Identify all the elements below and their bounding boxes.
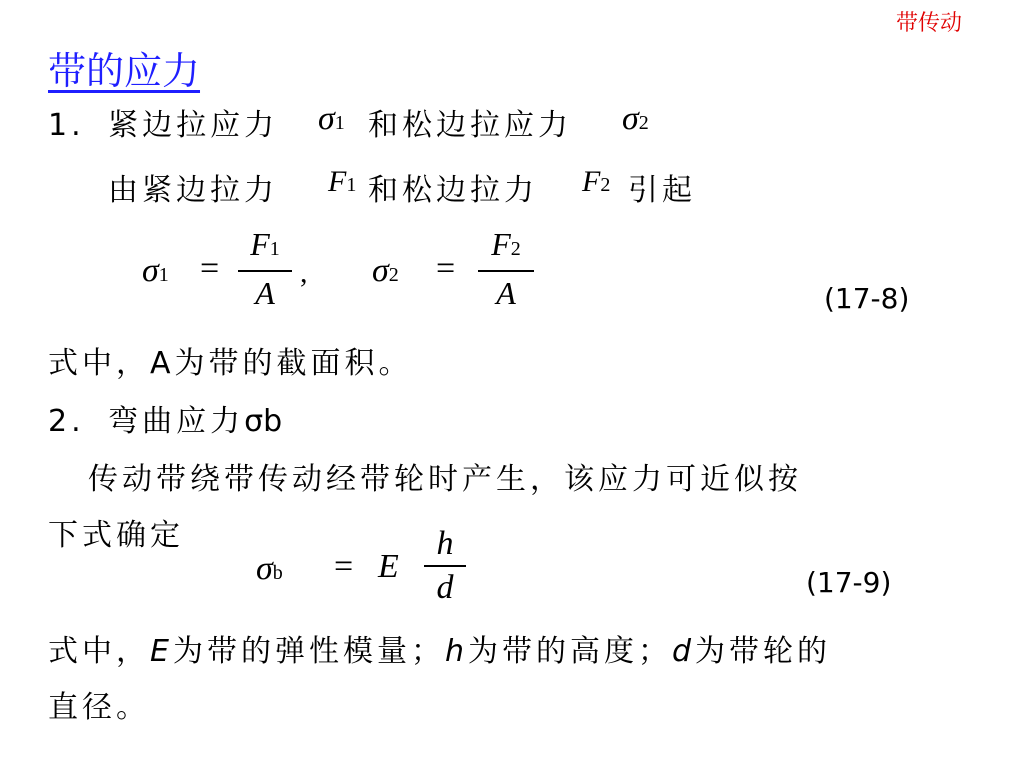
- para2-line1: 传动带绕带传动经带轮时产生，该应力可近似按: [88, 462, 802, 497]
- item2-number: 2.: [48, 404, 85, 439]
- para2-line2: 下式确定: [48, 518, 184, 553]
- note2-E-desc: 为带的弹性模量；: [172, 634, 445, 669]
- formula2-E: E: [378, 548, 399, 585]
- formula1-sigma2: σ2: [372, 252, 399, 289]
- formula2-fraction: h d: [424, 526, 466, 606]
- note2-h: h: [444, 634, 468, 669]
- note2-h-desc: 为带的高度；: [467, 634, 672, 669]
- formula1-fraction-b: F2 A: [478, 226, 534, 311]
- note2-line2: 直径。: [48, 690, 150, 725]
- note2-d-desc: 为带轮的: [695, 634, 832, 669]
- line2-text-b: 和松边拉力: [368, 173, 538, 208]
- note2-d: d: [671, 634, 696, 669]
- item1-text-b: 和松边拉应力: [368, 108, 572, 143]
- item2-line: [48, 396, 282, 440]
- item2-text: 弯曲应力: [108, 404, 245, 439]
- formula1-equals-a: =: [200, 250, 220, 287]
- sigma2-symbol: σ2: [622, 100, 649, 137]
- item1-number: 1.: [48, 108, 85, 143]
- line2-text-c: 引起: [628, 173, 696, 208]
- formula1-sigma1: σ1: [142, 252, 169, 289]
- sigma1-symbol: σ1: [318, 100, 345, 137]
- page-heading-link[interactable]: 带的应力: [48, 49, 201, 93]
- formula1-comma: ,: [300, 256, 308, 289]
- equation-number-17-9: (17-9): [806, 566, 892, 599]
- F1-symbol: F1: [328, 165, 357, 198]
- note2-prefix: 式中，: [48, 634, 150, 669]
- item1-line: [48, 100, 278, 144]
- note2-line1: [48, 626, 831, 670]
- item2-symbol: σb: [244, 404, 283, 439]
- formula1-equals-b: =: [436, 250, 456, 287]
- formula1-fraction-a: F1 A: [238, 226, 292, 311]
- equation-number-17-8: (17-8): [824, 282, 910, 315]
- formula2-equals: =: [334, 548, 354, 585]
- line2-text-a: 由紧边拉力: [108, 173, 278, 208]
- F2-symbol: F2: [582, 165, 611, 198]
- note2-E: E: [150, 634, 173, 669]
- item1-text-a: 紧边拉应力: [108, 108, 279, 143]
- formula2-sigma-b: σb: [256, 550, 283, 587]
- corner-section-label: 带传动: [895, 11, 962, 36]
- note1-text: 式中，A为带的截面积。: [48, 346, 413, 381]
